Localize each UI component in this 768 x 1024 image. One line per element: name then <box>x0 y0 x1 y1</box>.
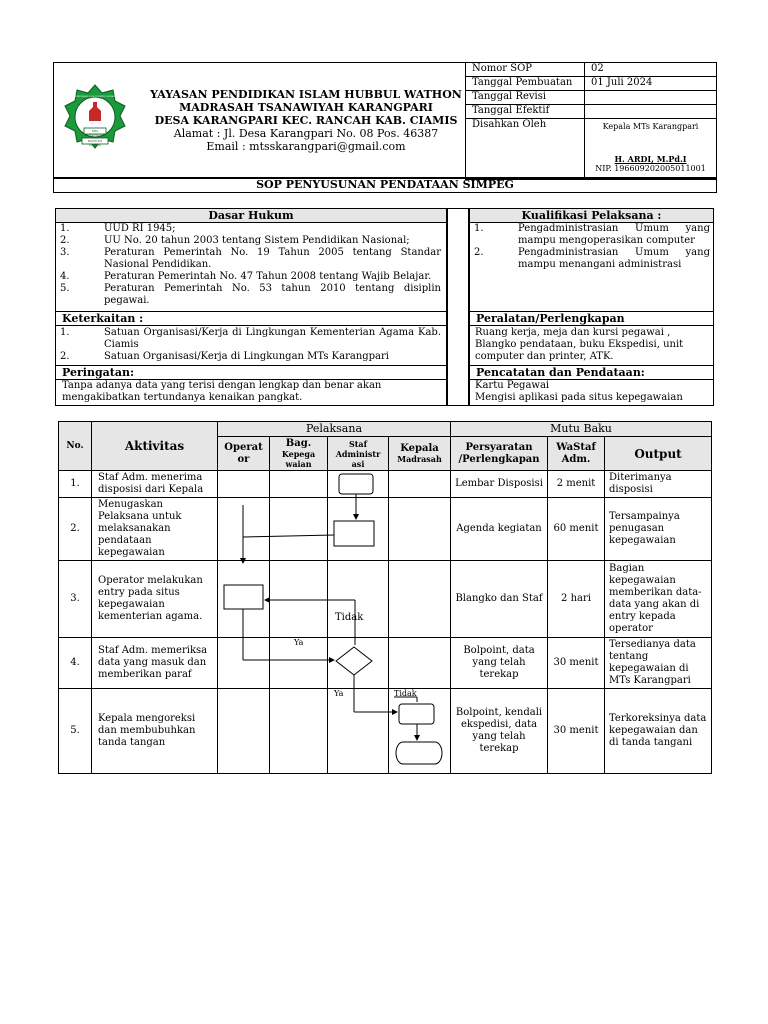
pencatatan-line-2: Mengisi aplikasi pada situs kepegawaian <box>475 392 683 403</box>
col-header-persyaratan: Persyaratan /Perlengkapan <box>451 437 548 471</box>
col-header-operator: Operat or <box>218 437 270 471</box>
col-header-staf: Staf Administr asi <box>328 437 389 471</box>
table-row: 5. Kepala mengoreksi dan membubuhkan tanda tangan Bolpoint, kendali ekspedisi, data yang telah terekap 30 menit Terkoreksinya data kepegawaian dan di tanda tangani <box>59 689 712 774</box>
list-item: 1. Satuan Organisasi/Kerja di Lingkungan Kementerian Agama Kab. Ciamis <box>60 327 441 350</box>
keterkaitan-title: Keterkaitan : <box>55 311 447 326</box>
logo-bottom-text: RANCAH CIAMIS <box>87 139 103 147</box>
institution-address: Alamat : Jl. Desa Karangpari No. 08 Pos. 46387 <box>173 127 439 140</box>
meta-disahkan-nip: NIP. 196609202005011001 <box>595 164 706 173</box>
logo-ring-text: PENDIDIKAN ISLAM HUBBUL WATHON <box>74 96 116 98</box>
list-item: 3. Peraturan Pemerintah No. 19 Tahun 2005 tentang Standar Nasional Pendidikan. <box>60 247 441 270</box>
list-item: 2. Pengadministrasian Umum yang mampu menangani administrasi <box>474 247 710 270</box>
kualifikasi-title: Kualifikasi Pelaksana : <box>469 208 714 223</box>
meta-pembuatan-value: 01 Juli 2024 <box>585 77 717 91</box>
meta-nomor-value: 02 <box>585 63 717 77</box>
col-header-waktu: WaStaf Adm. <box>548 437 605 471</box>
table-row: 3. Operator melakukan entry pada situs kepegawaian kementerian agama. Blangko dan Staf 2 hari Bagian kepegawaian memberikan data-data yang akan di entry kepada operator <box>59 561 712 638</box>
pencatatan-title: Pencatatan dan Pendataan: <box>469 365 714 380</box>
flow-step-operator <box>224 585 263 609</box>
flow-label-tidak-2: Tidak <box>394 689 417 698</box>
peringatan-text: Tanpa adanya data yang terisi dengan lengkap dan benar akan mengakibatkan tertundanya kenaikan pangkat. <box>62 380 382 403</box>
col-header-kepala-title: Kepala <box>400 443 439 454</box>
col-header-no: No. <box>59 422 92 471</box>
meta-pembuatan-label: Tanggal Pembuatan <box>466 77 585 91</box>
group-header-pelaksana: Pelaksana <box>218 422 451 437</box>
list-item: 1. Pengadministrasian Umum yang mampu mengoperasikan computer <box>474 223 710 246</box>
pencatatan-line-1: Kartu Pegawai <box>475 380 550 391</box>
institution-line-2: MADRASAH TSANAWIYAH KARANGPARI <box>179 101 433 114</box>
institution-line-3: DESA KARANGPARI KEC. RANCAH KAB. CIAMIS <box>154 114 458 127</box>
logo-band-text: MTs KARANGPARI <box>84 129 106 137</box>
peralatan-title: Peralatan/Perlengkapan <box>469 311 714 326</box>
sop-title: SOP PENYUSUNAN PENDATAAN SIMPEG <box>256 178 514 191</box>
col-header-kepala-sub: Madrasah <box>397 454 442 464</box>
list-item: 5. Peraturan Pemerintah No. 53 tahun 2010 tentang disiplin pegawai. <box>60 283 441 306</box>
col-header-bag-sub: Kepega waian <box>281 449 316 469</box>
meta-disahkan-label: Disahkan Oleh <box>466 119 585 180</box>
group-header-mutu: Mutu Baku <box>451 422 712 437</box>
flow-label-tidak-1: Tidak <box>335 612 364 623</box>
flow-label-ya-2: Ya <box>334 689 344 698</box>
col-header-output: Output <box>605 437 712 471</box>
list-item: 4. Peraturan Pemerintah No. 47 Tahun 2008 tentang Wajib Belajar. <box>60 271 432 282</box>
meta-efektif-label: Tanggal Efektif <box>466 105 585 119</box>
institution-line-1: YAYASAN PENDIDIKAN ISLAM HUBBUL WATHON <box>150 88 462 101</box>
flow-label-ya-1: Ya <box>294 638 304 647</box>
flow-step-staf-2 <box>334 521 374 546</box>
meta-revisi-label: Tanggal Revisi <box>466 91 585 105</box>
meta-nomor-label: Nomor SOP <box>466 63 585 77</box>
list-item: 2. UU No. 20 tahun 2003 tentang Sistem Pendidikan Nasional; <box>60 235 410 246</box>
list-item: 1. UUD RI 1945; <box>60 223 176 234</box>
flow-step-kepala <box>399 704 434 724</box>
flow-end-storage <box>396 742 442 764</box>
col-header-aktivitas: Aktivitas <box>92 422 218 471</box>
peringatan-title: Peringatan: <box>55 365 447 380</box>
dasar-hukum-title: Dasar Hukum <box>55 208 447 223</box>
flow-line <box>243 535 334 537</box>
peralatan-text: Ruang kerja, meja dan kursi pegawai , Blangko pendataan, buku Ekspedisi, unit computer dan printer, ATK. <box>475 327 684 362</box>
flow-decision <box>336 647 372 675</box>
meta-disahkan-role: Kepala MTs Karangpari <box>602 122 699 131</box>
institution-email: Email : mtsskarangpari@gmail.com <box>206 140 406 153</box>
table-row: 2. Menugaskan Pelaksana untuk melaksanakan pendataan kepegawaian Agenda kegiatan 60 menit Tersampainya penugasan kepegawaian <box>59 498 712 561</box>
flow-step-staf-1 <box>339 474 373 494</box>
col-header-bag-title: Bag. <box>285 438 312 449</box>
list-item: 2. Satuan Organisasi/Kerja di Lingkungan MTs Karangpari <box>60 351 389 362</box>
table-row: 1. Staf Adm. menerima disposisi dari Kepala Lembar Disposisi 2 menit Diterimanya disposisi <box>59 471 712 498</box>
meta-disahkan-name: H. ARDI, M.Pd.I <box>614 154 687 164</box>
table-row: 4. Staf Adm. memeriksa data yang masuk dan memberikan paraf Bolpoint, data yang telah terekap 30 menit Tersedianya data tentang kepegawaian di MTs Karangpari <box>59 638 712 689</box>
